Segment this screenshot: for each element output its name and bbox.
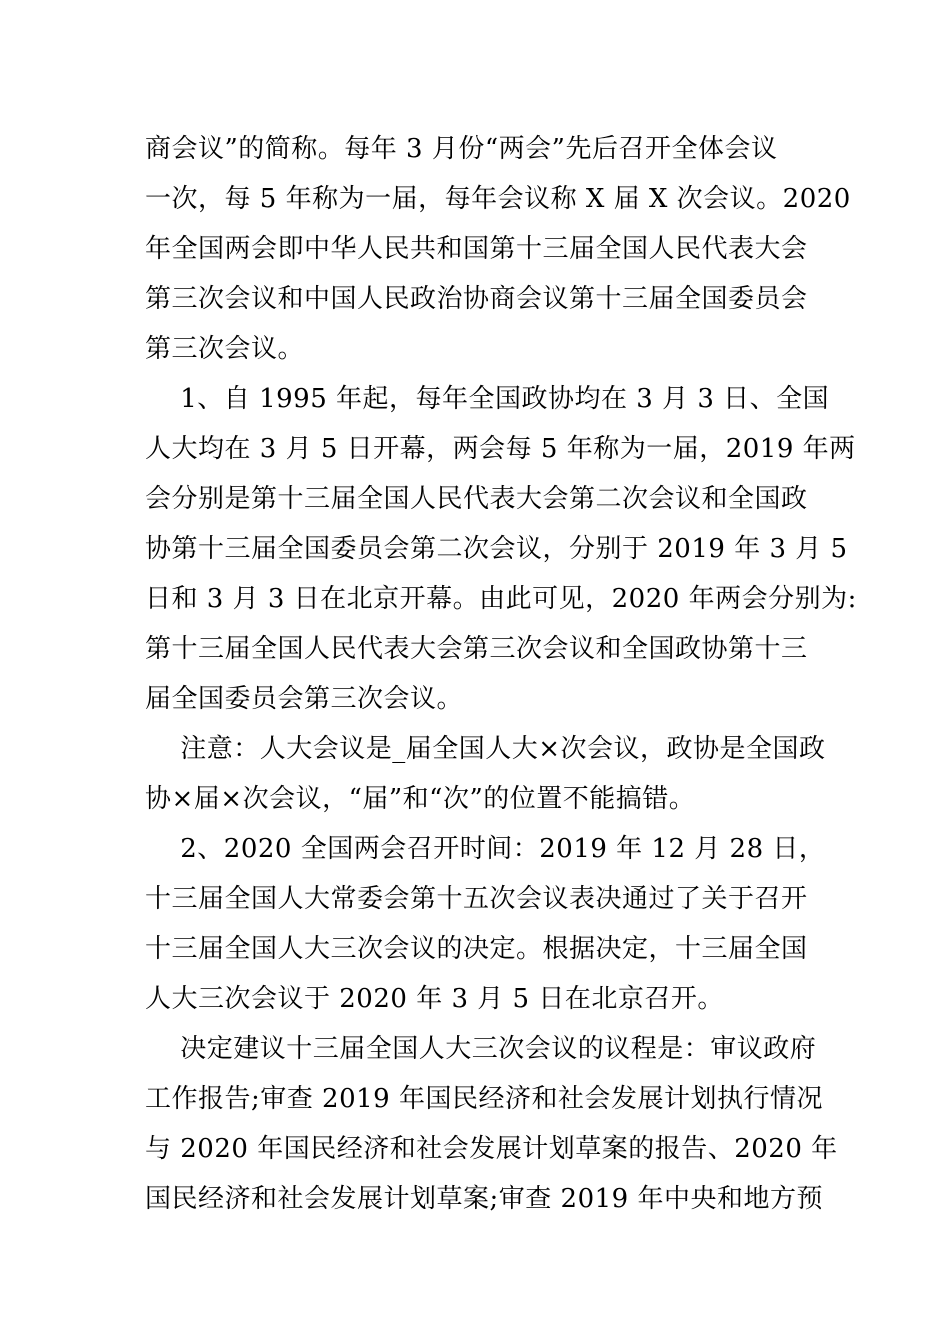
text-line: 十三届全国人大三次会议的决定。根据决定，十三届全国 — [145, 934, 808, 964]
text-line: 人大三次会议于 2020 年 3 月 5 日在北京召开。 — [145, 984, 724, 1014]
text-line: 商会议”的简称。每年 3 月份“两会”先后召开全体会议 — [145, 134, 778, 164]
text-line: 1、自 1995 年起，每年全国政协均在 3 月 3 日、全国 — [145, 384, 830, 414]
text-line: 人大均在 3 月 5 日开幕，两会每 5 年称为一届，2019 年两 — [145, 434, 856, 464]
text-line: 届全国委员会第三次会议。 — [145, 684, 464, 714]
text-line: 十三届全国人大常委会第十五次会议表决通过了关于召开 — [145, 884, 808, 914]
text-line: 决定建议十三届全国人大三次会议的议程是：审议政府 — [145, 1034, 817, 1064]
text-line: 协第十三届全国委员会第二次会议，分别于 2019 年 3 月 5 — [145, 534, 848, 564]
text-line: 2、2020 全国两会召开时间：2019 年 12 月 28 日， — [145, 834, 826, 864]
text-line: 一次，每 5 年称为一届，每年会议称 X 届 X 次会议。2020 — [145, 184, 851, 214]
body-text — [145, 124, 857, 1224]
text-line: 协×届×次会议，“届”和“次”的位置不能搞错。 — [145, 784, 696, 814]
text-line: 会分别是第十三届全国人民代表大会第二次会议和全国政 — [145, 484, 808, 514]
text-line: 国民经济和社会发展计划草案;审查 2019 年中央和地方预 — [145, 1184, 823, 1214]
text-line: 注意：人大会议是_届全国人大×次会议，政协是全国政 — [145, 734, 826, 764]
text-line: 日和 3 月 3 日在北京开幕。由此可见，2020 年两会分别为: — [145, 584, 857, 614]
text-line: 第十三届全国人民代表大会第三次会议和全国政协第十三 — [145, 634, 808, 664]
text-line: 第三次会议和中国人民政治协商会议第十三届全国委员会 — [145, 284, 808, 314]
text-line: 与 2020 年国民经济和社会发展计划草案的报告、2020 年 — [145, 1134, 838, 1164]
text-line: 工作报告;审查 2019 年国民经济和社会发展计划执行情况 — [145, 1084, 823, 1114]
text-line: 第三次会议。 — [145, 334, 305, 364]
text-line: 年全国两会即中华人民共和国第十三届全国人民代表大会 — [145, 234, 808, 264]
